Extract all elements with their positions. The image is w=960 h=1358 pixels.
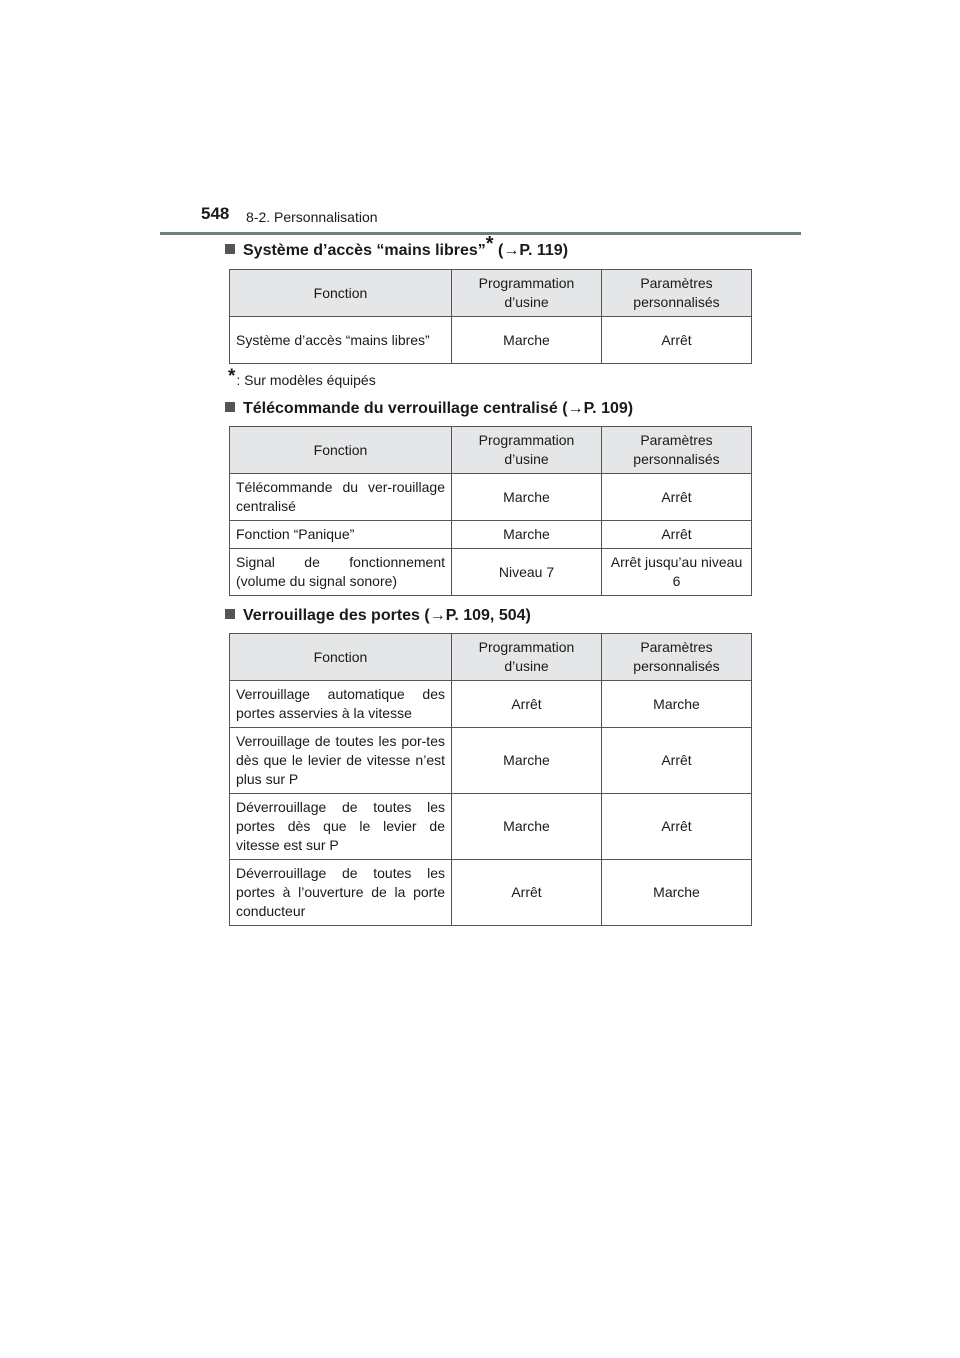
- page-reference: (→P. 119): [498, 242, 569, 259]
- table-row: [230, 681, 752, 728]
- square-bullet-icon: [225, 244, 235, 254]
- factory-value-cell: Marche: [452, 317, 602, 364]
- column-header-factory: Programmation d’usine: [452, 270, 602, 317]
- table-row: [230, 474, 752, 521]
- table-header-row: [230, 634, 752, 681]
- factory-value-cell: Marche: [452, 728, 602, 794]
- custom-value-cell: Arrêt: [602, 794, 752, 860]
- custom-value-cell: Arrêt: [602, 317, 752, 364]
- custom-value-cell: Marche: [602, 681, 752, 728]
- column-header-custom: Paramètres personnalisés: [602, 634, 752, 681]
- section-heading-door-lock: [225, 607, 531, 625]
- table-row: [230, 860, 752, 926]
- table-row: [230, 728, 752, 794]
- custom-value-cell: Marche: [602, 860, 752, 926]
- factory-value-cell: Arrêt: [452, 681, 602, 728]
- function-cell: Déverrouillage de toutes les portes à l’ouverture de la porte conducteur: [230, 860, 452, 926]
- table-header-row: [230, 270, 752, 317]
- settings-table-free-access: [229, 269, 752, 364]
- function-cell: Déverrouillage de toutes les portes dès que le levier de vitesse est sur P: [230, 794, 452, 860]
- custom-value-cell: Arrêt jusqu’au niveau 6: [602, 549, 752, 596]
- settings-table-remote-lock: [229, 426, 752, 596]
- column-header-function: Fonction: [230, 634, 452, 681]
- column-header-custom: Paramètres personnalisés: [602, 427, 752, 474]
- function-cell: Verrouillage de toutes les por-tes dès que le levier de vitesse n’est plus sur P: [230, 728, 452, 794]
- asterisk-mark: *: [485, 233, 494, 255]
- section-heading-remote-lock: [225, 400, 633, 418]
- function-cell: Télécommande du ver-rouillage centralisé: [230, 474, 452, 521]
- asterisk-mark: *: [228, 366, 236, 387]
- table-row: [230, 521, 752, 549]
- custom-value-cell: Arrêt: [602, 474, 752, 521]
- page-number: 548: [201, 204, 230, 223]
- column-header-factory: Programmation d’usine: [452, 427, 602, 474]
- column-header-function: Fonction: [230, 270, 452, 317]
- section-title: Verrouillage des portes: [243, 607, 420, 624]
- header-rule: [160, 232, 801, 235]
- table-row: [230, 317, 752, 364]
- function-cell: Signal de fonctionnement (volume du signal sonore): [230, 549, 452, 596]
- table-row: [230, 794, 752, 860]
- settings-table-door-lock: [229, 633, 752, 926]
- column-header-factory: Programmation d’usine: [452, 634, 602, 681]
- factory-value-cell: Marche: [452, 794, 602, 860]
- square-bullet-icon: [225, 402, 235, 412]
- page-reference: (→P. 109, 504): [424, 607, 531, 624]
- page-reference: (→P. 109): [562, 400, 634, 417]
- chapter-title: 8-2. Personnalisation: [246, 209, 378, 225]
- custom-value-cell: Arrêt: [602, 728, 752, 794]
- table-header-row: [230, 427, 752, 474]
- page-header: [0, 0, 960, 240]
- section-title: Télécommande du verrouillage centralisé: [243, 400, 558, 417]
- column-header-function: Fonction: [230, 427, 452, 474]
- square-bullet-icon: [225, 609, 235, 619]
- column-header-custom: Paramètres personnalisés: [602, 270, 752, 317]
- factory-value-cell: Niveau 7: [452, 549, 602, 596]
- factory-value-cell: Marche: [452, 474, 602, 521]
- factory-value-cell: Marche: [452, 521, 602, 549]
- function-cell: Système d’accès “mains libres”: [230, 317, 452, 364]
- function-cell: Fonction “Panique”: [230, 521, 452, 549]
- footnote: [228, 366, 376, 388]
- section-heading-free-access: [225, 233, 569, 260]
- section-title: Système d’accès “mains libres”: [243, 242, 486, 259]
- function-cell: Verrouillage automatique des portes asservies à la vitesse: [230, 681, 452, 728]
- custom-value-cell: Arrêt: [602, 521, 752, 549]
- footnote-text: : Sur modèles équipés: [236, 372, 376, 388]
- table-row: [230, 549, 752, 596]
- factory-value-cell: Arrêt: [452, 860, 602, 926]
